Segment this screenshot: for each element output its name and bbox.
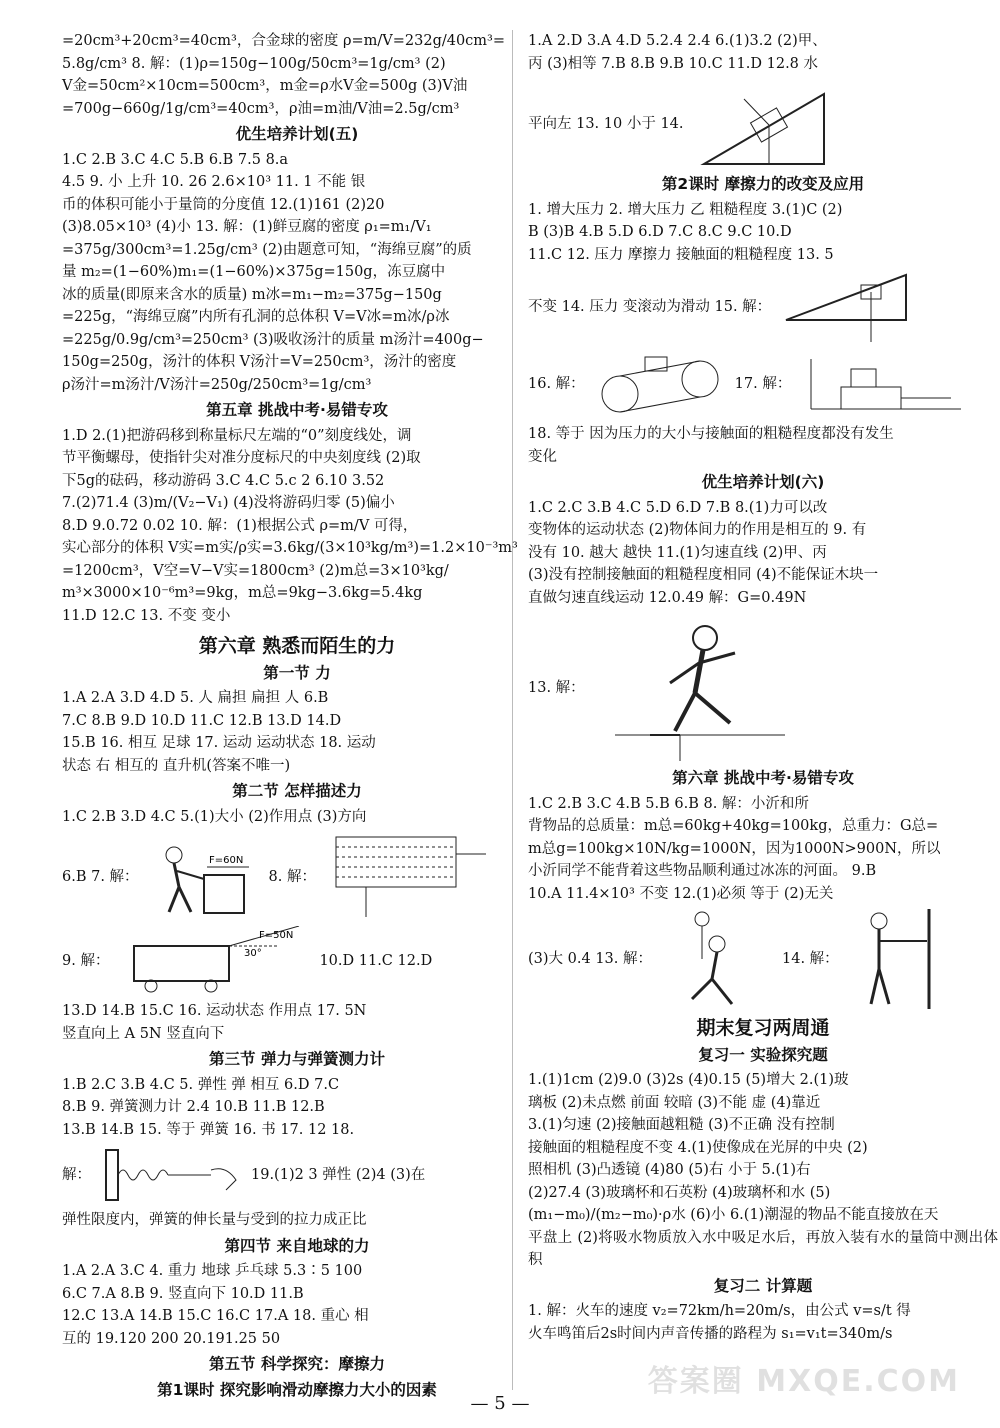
text-line: 8.D 9.0.72 0.02 10. 解：(1)根据公式 ρ=m/V 可得， bbox=[62, 517, 418, 534]
text-line: 11.D 12.C 13. 不变 变小 bbox=[62, 607, 231, 624]
text-line: 14. 解： bbox=[782, 950, 839, 967]
right-column bbox=[528, 30, 998, 1345]
text-line: 16. 解： bbox=[528, 375, 585, 392]
angle-label: 30° bbox=[244, 948, 263, 959]
text-line: 15.B 16. 相互 足球 17. 运动 运动状态 18. 运动 bbox=[62, 735, 376, 751]
watermark: 答案圈 MXQE.COM bbox=[647, 1364, 960, 1399]
text-line: 平向左 13. 10 小于 14. bbox=[528, 115, 684, 132]
text-line: 竖直向上 A 5N 竖直向下 bbox=[62, 1025, 225, 1042]
text-line: B (3)B 4.B 5.D 6.D 7.C 8.C 9.C 10.D bbox=[528, 224, 792, 240]
text-line: 6.B 7. 解： bbox=[62, 868, 139, 885]
text-line: V金=50cm²×10cm=500cm³，m金=ρ水V金=500g (3)V油 bbox=[62, 78, 468, 94]
text-line: 冰的质量(即原来含水的质量) m冰=m₁−m₂=375g−150g bbox=[62, 286, 442, 303]
wall-push-figure bbox=[849, 909, 939, 1009]
figure-row bbox=[528, 909, 998, 1009]
text-line: =700g−660g/1g/cm³=40cm³，ρ油=m油/V油=2.5g/cm³ bbox=[62, 100, 460, 117]
stacked-blocks-figure bbox=[801, 349, 971, 419]
text-line: 1.C 2.B 3.C 4.C 5.B 6.B 7.5 8.a bbox=[62, 151, 289, 168]
force-label: F=50N bbox=[259, 930, 294, 941]
text-line: 实心部分的体积 V实=m实/ρ实=3.6kg/(3×10³kg/m³)=1.2×10⁻³m³ bbox=[62, 540, 518, 556]
figure-row bbox=[62, 1145, 532, 1205]
text-line: 解： bbox=[62, 1166, 91, 1183]
text-line: =20cm³+20cm³=40cm³，合金球的密度 ρ=m/V=232g/40cm³= bbox=[62, 33, 506, 49]
text-line: 弹性限度内，弹簧的伸长量与受到的拉力成正比 bbox=[62, 1212, 367, 1228]
text-line: 13.B 14.B 15. 等于 弹簧 16. 书 17. 12 18. bbox=[62, 1121, 355, 1138]
text-line: 变物体的运动状态 (2)物体间力的作用是相互的 9. 有 bbox=[528, 522, 867, 538]
section-heading: 第六章 挑战中考·易错专攻 bbox=[672, 769, 854, 787]
text-line: =375g/300cm³=1.25g/cm³ (2)由题意可知，“海绵豆腐”的质 bbox=[62, 241, 472, 258]
text-line: =225g，“海绵豆腐”内所有孔洞的总体积 V=V冰=m冰/ρ冰 bbox=[62, 309, 450, 325]
text-line: 变化 bbox=[528, 448, 557, 465]
text-line: (2)27.4 (3)玻璃杯和石英粉 (4)玻璃杯和水 (5) bbox=[528, 1184, 831, 1201]
text-line: =1200cm³，V空=V−V实=1800cm³ (2)m总=3×10³kg/ bbox=[62, 562, 449, 579]
text-line: 7.C 8.B 9.D 10.D 11.C 12.B 13.D 14.D bbox=[62, 712, 342, 729]
text-line: 节平衡螺母，使指针尖对准分度标尺的中央刻度线 (2)取 bbox=[62, 450, 421, 466]
spring-figure bbox=[101, 1145, 241, 1205]
incline-figure bbox=[781, 270, 911, 345]
text-line: 150g=250g，汤汁的体积 V汤汁=V=250cm³，汤汁的密度 bbox=[62, 354, 457, 370]
running-boy-figure bbox=[595, 613, 795, 763]
text-line: 璃板 (2)未点燃 前面 较暗 (3)不能 虚 (4)靠近 bbox=[528, 1094, 821, 1111]
section-heading: 第二节 怎样描述力 bbox=[232, 782, 362, 800]
left-column bbox=[62, 30, 532, 1404]
section-heading: 第一节 力 bbox=[263, 663, 331, 682]
figure-row bbox=[528, 270, 998, 345]
text-line: 3.(1)匀速 (2)接触面越粗糙 (3)不正确 没有控制 bbox=[528, 1117, 835, 1133]
text-line: 4.5 9. 小 上升 10. 26 2.6×10³ 11. 1 不能 银 bbox=[62, 174, 366, 190]
section-heading: 复习二 计算题 bbox=[713, 1276, 813, 1295]
text-line: 小沂同学不能背着这些物品顺利通过冰冻的河面。 9.B bbox=[528, 863, 877, 879]
text-line: 1.A 2.A 3.D 4.D 5. 人 扁担 扁担 人 6.B bbox=[62, 690, 329, 706]
text-line: 11.C 12. 压力 摩擦力 接触面的粗糙程度 13. 5 bbox=[528, 246, 834, 263]
text-line: 1. 增大压力 2. 增大压力 乙 粗糙程度 3.(1)C (2) bbox=[528, 201, 843, 218]
cart-figure bbox=[119, 926, 309, 996]
text-line: 19.(1)2 3 弹性 (2)4 (3)在 bbox=[251, 1166, 426, 1183]
volleyball-figure bbox=[662, 909, 772, 1009]
text-line: 17. 解： bbox=[734, 375, 792, 392]
text-line: 1.A 2.D 3.A 4.D 5.2.4 2.4 6.(1)3.2 (2)甲、 bbox=[528, 33, 827, 49]
force-label: F=60N bbox=[208, 855, 243, 866]
section-heading: 第五章 挑战中考·易错专攻 bbox=[206, 401, 388, 419]
text-line: m³×3000×10⁻⁶m³=9kg，m总=9kg−3.6kg=5.4kg bbox=[62, 585, 423, 601]
figure-row bbox=[528, 349, 998, 419]
text-line: (3)8.05×10³ (4)小 13. 解：(1)鲜豆腐的密度 ρ₁=m₁/V₁ bbox=[62, 219, 432, 235]
text-line: 7.(2)71.4 (3)m/(V₂−V₁) (4)没将游码归零 (5)偏小 bbox=[62, 495, 395, 511]
text-line: 1.C 2.B 3.C 4.B 5.B 6.B 8. 解：小沂和所 bbox=[528, 795, 809, 812]
text-line: ρ汤汁=m汤汁/V汤汁=250g/250cm³=1g/cm³ bbox=[62, 376, 372, 393]
text-line: 12.C 13.A 14.B 15.C 16.C 17.A 18. 重心 相 bbox=[62, 1308, 369, 1324]
chapter-title: 期末复习两周通 bbox=[696, 1017, 830, 1039]
text-line: 8.B 9. 弹簧测力计 2.4 10.B 11.B 12.B bbox=[62, 1099, 325, 1115]
page-number: — 5 — bbox=[470, 1393, 530, 1414]
text-line: 接触面的粗糙程度不变 4.(1)使像成在光屏的中央 (2) bbox=[528, 1139, 868, 1156]
text-line: 1.(1)1cm (2)9.0 (3)2s (4)0.15 (5)增大 2.(1)玻 bbox=[528, 1072, 849, 1088]
text-line: 火车鸣笛后2s时间内声音传播的路程为 s₁=v₁t=340m/s bbox=[528, 1325, 893, 1342]
text-line: 1.B 2.C 3.B 4.C 5. 弹性 弹 相互 6.D 7.C bbox=[62, 1076, 340, 1093]
text-line: 5.8g/cm³ 8. 解：(1)ρ=150g−100g/50cm³=1g/cm³ (2) bbox=[62, 55, 446, 72]
section-heading: 优生培养计划(五) bbox=[235, 125, 359, 143]
text-line: 没有 10. 越大 越快 11.(1)匀速直线 (2)甲、丙 bbox=[528, 544, 827, 561]
text-line: (m₁−m₀)/(m₂−m₀)·ρ水 (6)小 6.(1)潮湿的物品不能直接放在天 bbox=[528, 1207, 939, 1223]
text-line: 不变 14. 压力 变滚动为滑动 15. 解： bbox=[528, 299, 772, 316]
section-heading: 第五节 科学探究：摩擦力 bbox=[209, 1355, 385, 1373]
text-line: 9. 解： bbox=[62, 952, 110, 969]
text-line: 1.C 2.B 3.D 4.C 5.(1)大小 (2)作用点 (3)方向 bbox=[62, 808, 367, 825]
section-heading: 优生培养计划(六) bbox=[701, 473, 825, 491]
container-force-figure bbox=[326, 832, 496, 922]
section-heading: 第三节 弹力与弹簧测力计 bbox=[209, 1050, 385, 1068]
text-line: 1. 解：火车的速度 v₂=72km/h=20m/s，由公式 v=s/t 得 bbox=[528, 1303, 911, 1319]
text-line: 背物品的总质量：m总=60kg+40kg=100kg，总重力：G总= bbox=[528, 818, 939, 834]
text-line: 下5g的砝码，移动游码 3.C 4.C 5.c 2 6.10 3.52 bbox=[62, 472, 385, 489]
figure-row bbox=[528, 79, 998, 169]
section-heading: 第2课时 摩擦力的改变及应用 bbox=[661, 175, 865, 193]
section-heading: 复习一 实验探究题 bbox=[698, 1045, 828, 1064]
text-line: 状态 右 相互的 直升机(答案不唯一) bbox=[62, 757, 291, 774]
incline-block-figure bbox=[694, 79, 834, 169]
text-line: 18. 等于 因为压力的大小与接触面的粗糙程度都没有发生 bbox=[528, 426, 894, 442]
text-line: 丙 (3)相等 7.B 8.B 9.B 10.C 11.D 12.8 水 bbox=[528, 55, 819, 72]
text-line: 13. 解： bbox=[528, 679, 585, 696]
text-line: 13.D 14.B 15.C 16. 运动状态 作用点 17. 5N bbox=[62, 1003, 367, 1019]
text-line: 互的 19.120 200 20.191.25 50 bbox=[62, 1330, 281, 1347]
text-line: m总g=100kg×10N/kg=1000N，因为1000N>900N，所以 bbox=[528, 840, 941, 857]
conveyor-figure bbox=[595, 349, 725, 419]
text-line: 8. 解： bbox=[268, 868, 316, 885]
chapter-title: 第六章 熟悉而陌生的力 bbox=[198, 635, 396, 657]
text-line: 1.A 2.A 3.C 4. 重力 地球 乒乓球 5.3∶5 100 bbox=[62, 1263, 363, 1279]
text-line: (3)大 0.4 13. 解： bbox=[528, 950, 652, 967]
text-line: 10.D 11.C 12.D bbox=[319, 952, 433, 969]
figure-row bbox=[62, 832, 532, 922]
text-line: 1.D 2.(1)把游码移到称量标尺左端的“0”刻度线处，调 bbox=[62, 427, 412, 444]
text-line: 1.C 2.C 3.B 4.C 5.D 6.D 7.B 8.(1)力可以改 bbox=[528, 499, 828, 516]
push-box-figure bbox=[149, 837, 259, 917]
figure-row bbox=[528, 613, 998, 763]
text-line: 照相机 (3)凸透镜 (4)80 (5)右 小于 5.(1)右 bbox=[528, 1162, 811, 1178]
text-line: 6.C 7.A 8.B 9. 竖直向下 10.D 11.B bbox=[62, 1285, 304, 1302]
text-line: =225g/0.9g/cm³=250cm³ (3)吸收汤汁的质量 m汤汁=400g− bbox=[62, 331, 484, 348]
section-heading: 第1课时 探究影响滑动摩擦力大小的因素 bbox=[157, 1380, 437, 1399]
section-heading: 第四节 来自地球的力 bbox=[224, 1236, 370, 1255]
text-line: 10.A 11.4×10³ 不变 12.(1)必须 等于 (2)无关 bbox=[528, 885, 834, 902]
text-line: 直做匀速直线运动 12.0.49 解：G=0.49N bbox=[528, 589, 807, 606]
text-line: 量 m₂=(1−60%)m₁=(1−60%)×375g=150g，冻豆腐中 bbox=[62, 264, 446, 280]
text-line: (3)没有控制接触面的粗糙程度相同 (4)不能保证木块一 bbox=[528, 567, 879, 583]
text-line: 币的体积可能小于量筒的分度值 12.(1)161 (2)20 bbox=[62, 196, 385, 213]
text-line: 平盘上 (2)将吸水物质放入水中吸足水后，再放入装有水的量筒中测出体积 bbox=[528, 1229, 998, 1268]
figure-row bbox=[62, 926, 532, 996]
